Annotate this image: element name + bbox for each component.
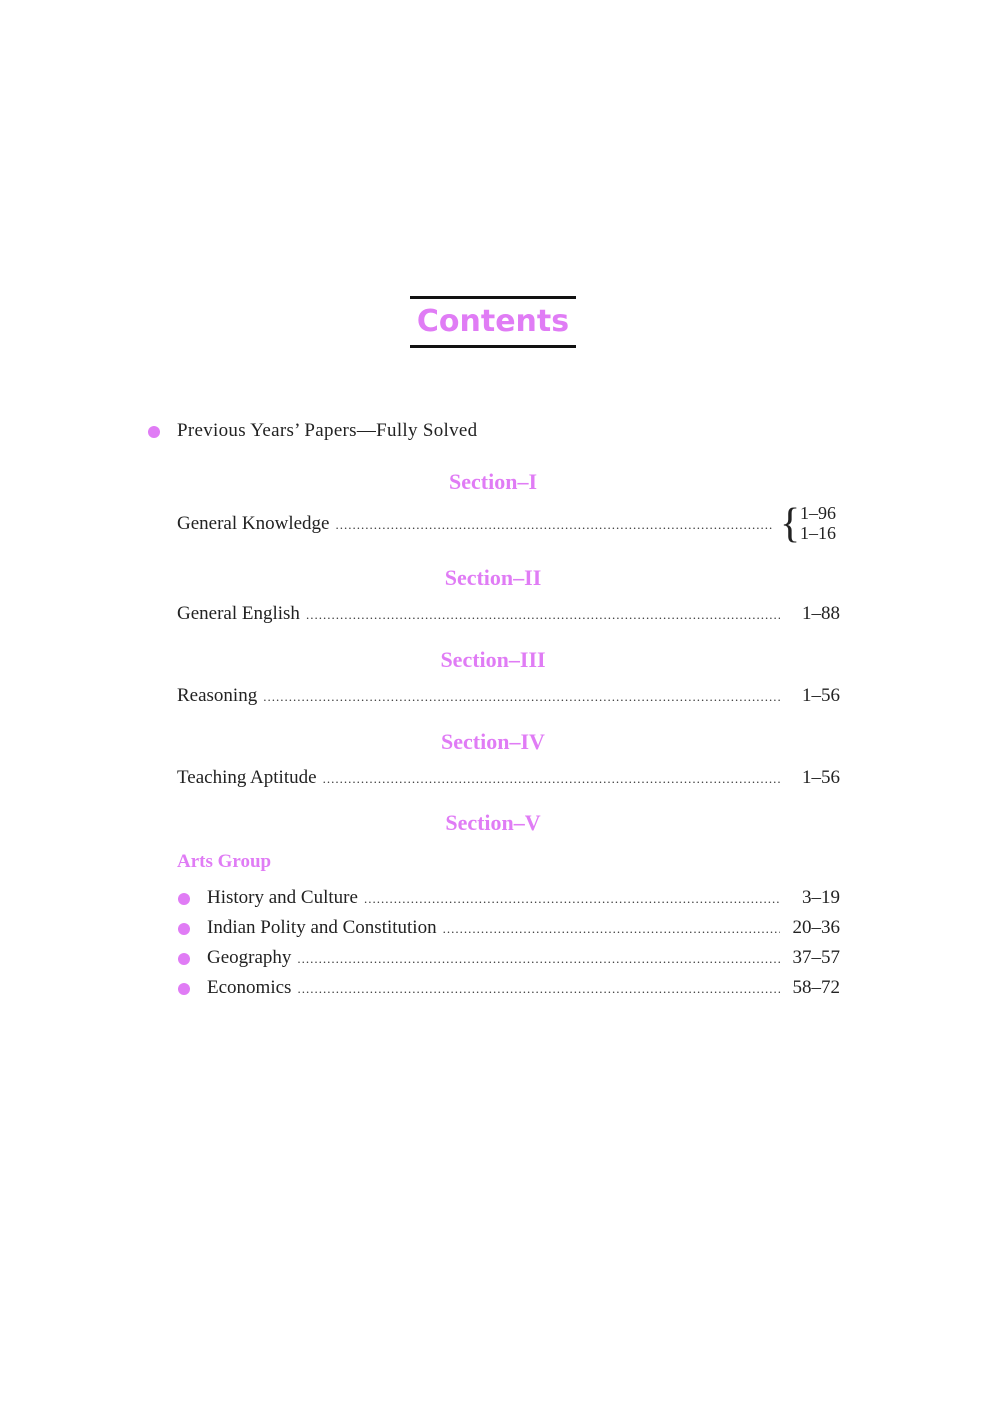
section-heading: Section–V <box>445 810 541 835</box>
section-heading: Section–I <box>449 469 537 494</box>
entry-pages: 1–56 <box>802 685 840 706</box>
leader-dots <box>364 891 780 907</box>
page-title: Contents <box>416 304 570 339</box>
entry-label: Reasoning <box>177 685 258 706</box>
entry-pages: 1–88 <box>802 603 840 624</box>
entry-pages <box>800 503 836 543</box>
entry-pages: 20–36 <box>792 917 840 938</box>
toc-entry[interactable] <box>207 977 840 999</box>
leader-dots <box>297 981 780 997</box>
entry-pages: 1–56 <box>802 767 840 788</box>
entry-label: Economics <box>207 977 292 998</box>
entry-label: Indian Polity and Constitution <box>207 917 437 938</box>
section-heading: Section–III <box>440 647 546 672</box>
entry-label: General English <box>177 603 300 624</box>
leader-dots <box>306 607 780 623</box>
intro-text: Previous Years’ Papers—Fully Solved <box>177 420 478 441</box>
toc-entry[interactable] <box>207 887 840 909</box>
bullet-icon <box>178 983 190 995</box>
leader-dots <box>323 771 780 787</box>
bullet-icon <box>178 953 190 965</box>
bullet-icon <box>178 923 190 935</box>
section-heading: Section–IV <box>441 729 545 754</box>
leader-dots <box>335 517 772 533</box>
bullet-icon <box>148 426 160 438</box>
entry-pages: 37–57 <box>792 947 840 968</box>
entry-label: Geography <box>207 947 292 968</box>
toc-entry[interactable] <box>177 685 840 707</box>
brace-icon: { <box>780 501 801 547</box>
entry-label: History and Culture <box>207 887 358 908</box>
leader-dots <box>297 951 780 967</box>
entry-label: General Knowledge <box>177 513 330 534</box>
toc-entry[interactable] <box>177 767 840 789</box>
page-range: 1–16 <box>800 523 836 543</box>
leader-dots <box>443 921 780 937</box>
bullet-icon <box>178 893 190 905</box>
group-heading: Arts Group <box>177 851 272 872</box>
entry-pages: 58–72 <box>792 977 840 998</box>
toc-entry[interactable] <box>207 917 840 939</box>
title-box <box>410 296 576 348</box>
leader-dots <box>263 689 780 705</box>
toc-entry[interactable] <box>177 603 840 625</box>
entry-pages: 3–19 <box>802 887 840 908</box>
page-range: 1–96 <box>800 503 836 523</box>
section-heading: Section–II <box>444 565 542 590</box>
toc-entry[interactable] <box>177 513 772 535</box>
entry-label: Teaching Aptitude <box>177 767 317 788</box>
toc-entry[interactable] <box>207 947 840 969</box>
